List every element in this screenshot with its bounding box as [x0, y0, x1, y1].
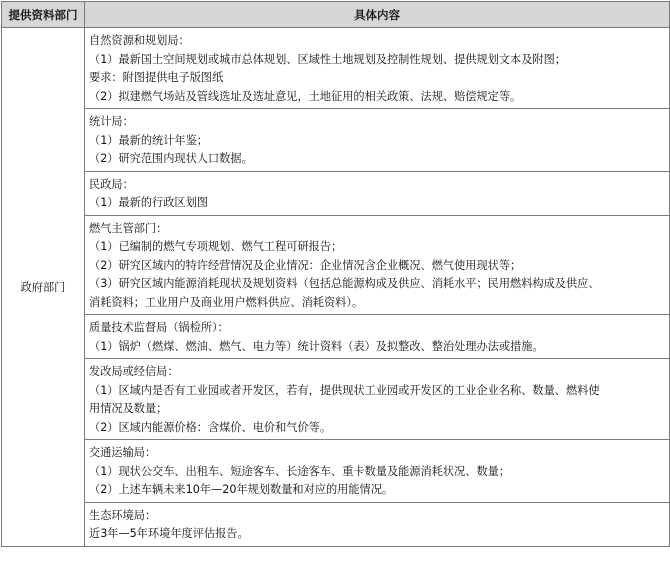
section-line: 消耗资料；工业用户及商业用户燃料供应、消耗资料）。	[89, 295, 364, 309]
section-title: 民政局：	[89, 177, 134, 191]
table-header-row	[2, 2, 670, 28]
section-line: （2）上述车辆未来10年—20年规划数量和对应的用能情况。	[89, 483, 394, 496]
section-line: （1）锅炉（燃煤、燃油、燃气、电力等）统计资料（表）及拟整改、整治处理办法或措施。	[89, 339, 544, 353]
table-row	[2, 215, 670, 315]
section-line: （2）区域内能源价格：含煤价、电价和气价等。	[89, 420, 332, 434]
table-row	[2, 315, 670, 359]
table-row	[2, 440, 670, 503]
section-title: 交通运输局：	[89, 446, 157, 459]
section-line: （3）研究区域内能源消耗现状及规划资料（包括总能源构成及供应、消耗水平；民用燃料构成及供应、	[89, 277, 600, 290]
section-title: 燃气主管部门：	[89, 221, 168, 235]
section-line: （1）区域内是否有工业园或者开发区，若有，提供现状工业园或开发区的工业企业名称、数量、燃料使	[89, 383, 600, 397]
section-line: 要求：附图提供电子版图纸	[89, 71, 224, 84]
table-row	[2, 109, 670, 172]
section-title: 自然资源和规划局：	[89, 34, 190, 47]
section-civil-affairs	[85, 171, 670, 215]
section-transportation	[85, 440, 670, 503]
table-row	[2, 502, 670, 546]
section-development-reform	[85, 359, 670, 440]
section-title: 统计局：	[89, 115, 134, 128]
table-row	[2, 171, 670, 215]
section-line: （2）研究区域内的特许经营情况及企业情况：企业情况含企业概况、燃气使用现状等；	[89, 258, 522, 272]
header-department: 提供资料部门	[2, 2, 85, 28]
section-line: （2）研究范围内现状人口数据。	[89, 152, 253, 165]
requirements-table	[1, 1, 670, 547]
section-line: （1）最新的统计年鉴；	[89, 133, 208, 147]
section-line: （1）最新的行政区划图	[89, 196, 208, 209]
department-cell: 政府部门	[2, 28, 85, 547]
header-content: 具体内容	[85, 2, 670, 28]
section-line: （2）拟建燃气场站及管线选址及选址意见，土地征用的相关政策、法规、赔偿规定等。	[89, 89, 522, 103]
section-title: 生态环境局：	[89, 508, 157, 522]
section-title: 发改局或经信局：	[89, 365, 179, 378]
section-quality-supervision	[85, 315, 670, 359]
section-line: （1）已编制的燃气专项规划、燃气工程可研报告；	[89, 240, 343, 253]
section-gas-authority	[85, 215, 670, 315]
section-title: 质量技术监督局（锅检所）：	[89, 321, 229, 334]
section-statistics	[85, 109, 670, 172]
section-ecology-environment	[85, 502, 670, 546]
table-row	[2, 28, 670, 109]
table-row	[2, 359, 670, 440]
section-line: （1）最新国土空间规划或城市总体规划、区域性土地规划及控制性规划、提供规划文本及附图；	[89, 52, 566, 66]
section-line: 近3年—5年环境年度评估报告。	[89, 527, 249, 540]
section-natural-resources	[85, 28, 670, 109]
section-line: 用情况及数量；	[89, 402, 168, 415]
section-line: （1）现状公交车、出租车、短途客车、长途客车、重卡数量及能源消耗状况、数量；	[89, 464, 511, 478]
